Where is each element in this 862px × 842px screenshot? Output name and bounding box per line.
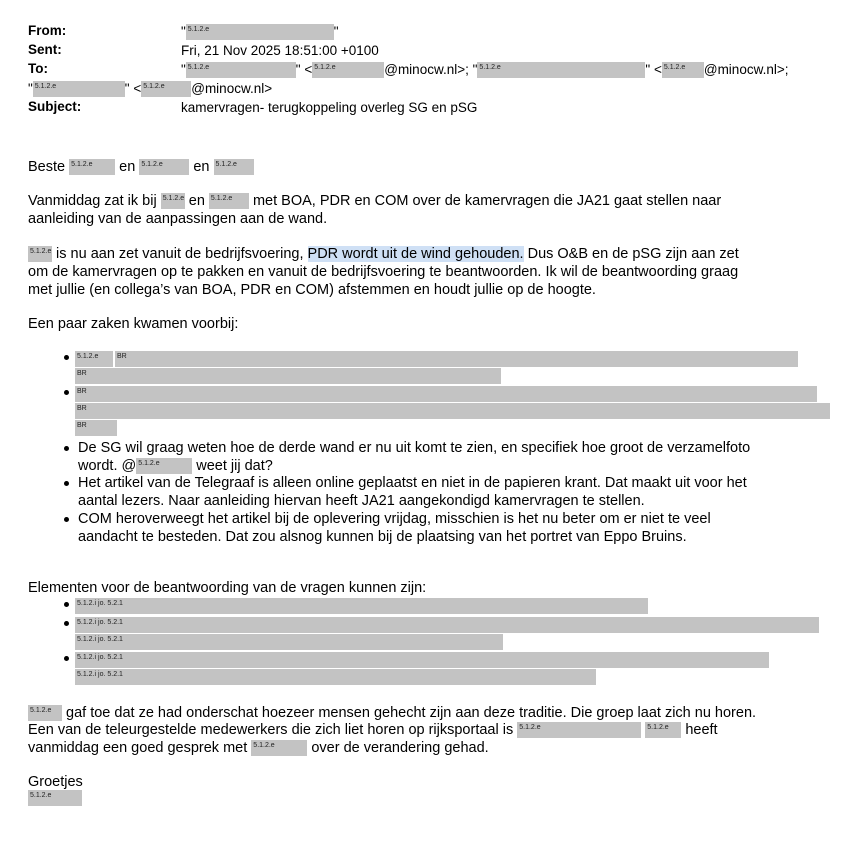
redacted-recipient: 5.1.2.e xyxy=(141,81,191,97)
paragraph-1-line-1: Vanmiddag zat ik bij 5.1.2.e en 5.1.2.e met BOA, PDR en COM over de kamervragen die JA21 gaat stellen naar xyxy=(28,193,722,209)
redacted-name: 5.1.2.e xyxy=(251,740,307,756)
to-value-line1: " 5.1.2.e " < 5.1.2.e @minocw.nl>; " 5.1.2.e " < 5.1.2.e @minocw.nl>; xyxy=(181,62,789,77)
bullet xyxy=(64,621,69,626)
bullet xyxy=(64,446,69,451)
redacted-name: 5.1.2.e xyxy=(28,246,52,262)
redacted-recipient: 5.1.2.e xyxy=(662,62,704,78)
list-item-1-line-1: De SG wil graag weten hoe de derde wand er nu uit komt te zien, en specifiek hoe groot de verzamelfoto xyxy=(78,440,751,456)
redacted-block: BR xyxy=(115,351,798,367)
redacted-name: 5.1.2.e xyxy=(209,193,249,209)
redacted-block: 5.1.2.i jo. 5.2.1 xyxy=(75,652,769,668)
redacted-sender: 5.1.2.e xyxy=(186,24,334,40)
redacted-recipient: 5.1.2.e xyxy=(477,62,645,78)
paragraph-5-line-2: Een van de teleurgestelde medewerkers die zich liet horen op rijksportaal is 5.1.2.e 5.1.2.e heeft xyxy=(28,722,718,738)
redacted-recipient: 5.1.2.e xyxy=(186,62,296,78)
paragraph-3: Een paar zaken kwamen voorbij: xyxy=(28,316,239,332)
list-item-3-line-2: aandacht te besteden. Dat zou alsnog kunnen bij de plaatsing van het portret van Eppo Bruins. xyxy=(78,529,687,545)
paragraph-2-line-3: met jullie (en collega’s van BOA, PDR en COM) afstemmen en houdt jullie op de hoogte. xyxy=(28,282,596,298)
paragraph-2-line-2: om de kamervragen op te pakken en vanuit de bedrijfsvoering te beantwoorden. Ik wil de beantwoording graag xyxy=(28,264,739,280)
redacted-block: BR xyxy=(75,403,830,419)
sent-label: Sent: xyxy=(28,42,62,57)
redacted-block: BR xyxy=(75,386,817,402)
redacted-block: 5.1.2.i jo. 5.2.1 xyxy=(75,598,648,614)
paragraph-2-line-1: 5.1.2.e is nu aan zet vanuit de bedrijfsvoering, PDR wordt uit de wind gehouden. Dus O&B en de pSG zijn aan zet xyxy=(30,246,739,262)
bullet xyxy=(64,517,69,522)
redacted-block: BR xyxy=(75,420,117,436)
list-item-3-line-1: COM heroverweegt het artikel bij de oplevering vrijdag, misschien is het nu beter om er niet te veel xyxy=(78,511,711,527)
redacted-block: BR xyxy=(75,368,501,384)
paragraph-5-line-1: 5.1.2.e gaf toe dat ze had onderschat hoezeer mensen gehecht zijn aan deze traditie. Die groep laat zich nu horen. xyxy=(30,705,757,721)
paragraph-5-line-3: vanmiddag een goed gesprek met 5.1.2.e over de verandering gehad. xyxy=(28,740,489,756)
from-label: From: xyxy=(28,23,67,38)
bullet xyxy=(64,390,69,395)
list-item-2-line-1: Het artikel van de Telegraaf is alleen online geplaatst en niet in de papieren krant. Dat maakt uit voor het xyxy=(78,475,747,491)
redacted-name: 5.1.2.e xyxy=(28,705,62,721)
bullet xyxy=(64,656,69,661)
bullet xyxy=(64,602,69,607)
redacted-name: 5.1.2.e xyxy=(161,193,185,209)
greeting: Beste 5.1.2.e en 5.1.2.e en 5.1.2.e xyxy=(28,158,254,176)
redacted-block: 5.1.2.i jo. 5.2.1 xyxy=(75,617,819,633)
redacted-signature: 5.1.2.e xyxy=(28,790,82,806)
redacted-name: 5.1.2.e xyxy=(645,722,681,738)
sent-value: Fri, 21 Nov 2025 18:51:00 +0100 xyxy=(181,43,379,58)
bullet xyxy=(64,355,69,360)
redacted-block: 5.1.2.i jo. 5.2.1 xyxy=(75,634,503,650)
redacted-name: 5.1.2.e xyxy=(214,159,254,175)
redacted-name: 5.1.2.e xyxy=(69,159,115,175)
subject-value: kamervragen- terugkoppeling overleg SG en pSG xyxy=(181,100,478,115)
to-label: To: xyxy=(28,61,48,76)
redacted-block: 5.1.2.e xyxy=(75,351,113,367)
paragraph-1-line-2: aanleiding van de aanpassingen aan de wand. xyxy=(28,211,328,227)
redacted-block: 5.1.2.i jo. 5.2.1 xyxy=(75,669,596,685)
redacted-recipient: 5.1.2.e xyxy=(33,81,125,97)
to-value-line2: " 5.1.2.e " < 5.1.2.e @minocw.nl> xyxy=(28,81,273,96)
redacted-name: 5.1.2.e xyxy=(136,458,192,474)
closing: Groetjes xyxy=(28,774,83,790)
redacted-name: 5.1.2.e xyxy=(139,159,189,175)
subject-label: Subject: xyxy=(28,99,82,114)
highlighted-text: PDR wordt uit de wind gehouden. xyxy=(307,246,524,262)
bullet xyxy=(64,481,69,486)
from-value: " 5.1.2.e " xyxy=(181,24,339,39)
list-item-2-line-2: aantal lezers. Naar aanleiding hiervan heeft JA21 aangekondigd kamervragen te stellen. xyxy=(78,493,645,509)
paragraph-4: Elementen voor de beantwoording van de vragen kunnen zijn: xyxy=(28,580,427,596)
list-item-1-line-2: wordt. @ 5.1.2.e weet jij dat? xyxy=(78,458,273,474)
redacted-recipient: 5.1.2.e xyxy=(312,62,384,78)
redacted-name: 5.1.2.e xyxy=(517,722,641,738)
